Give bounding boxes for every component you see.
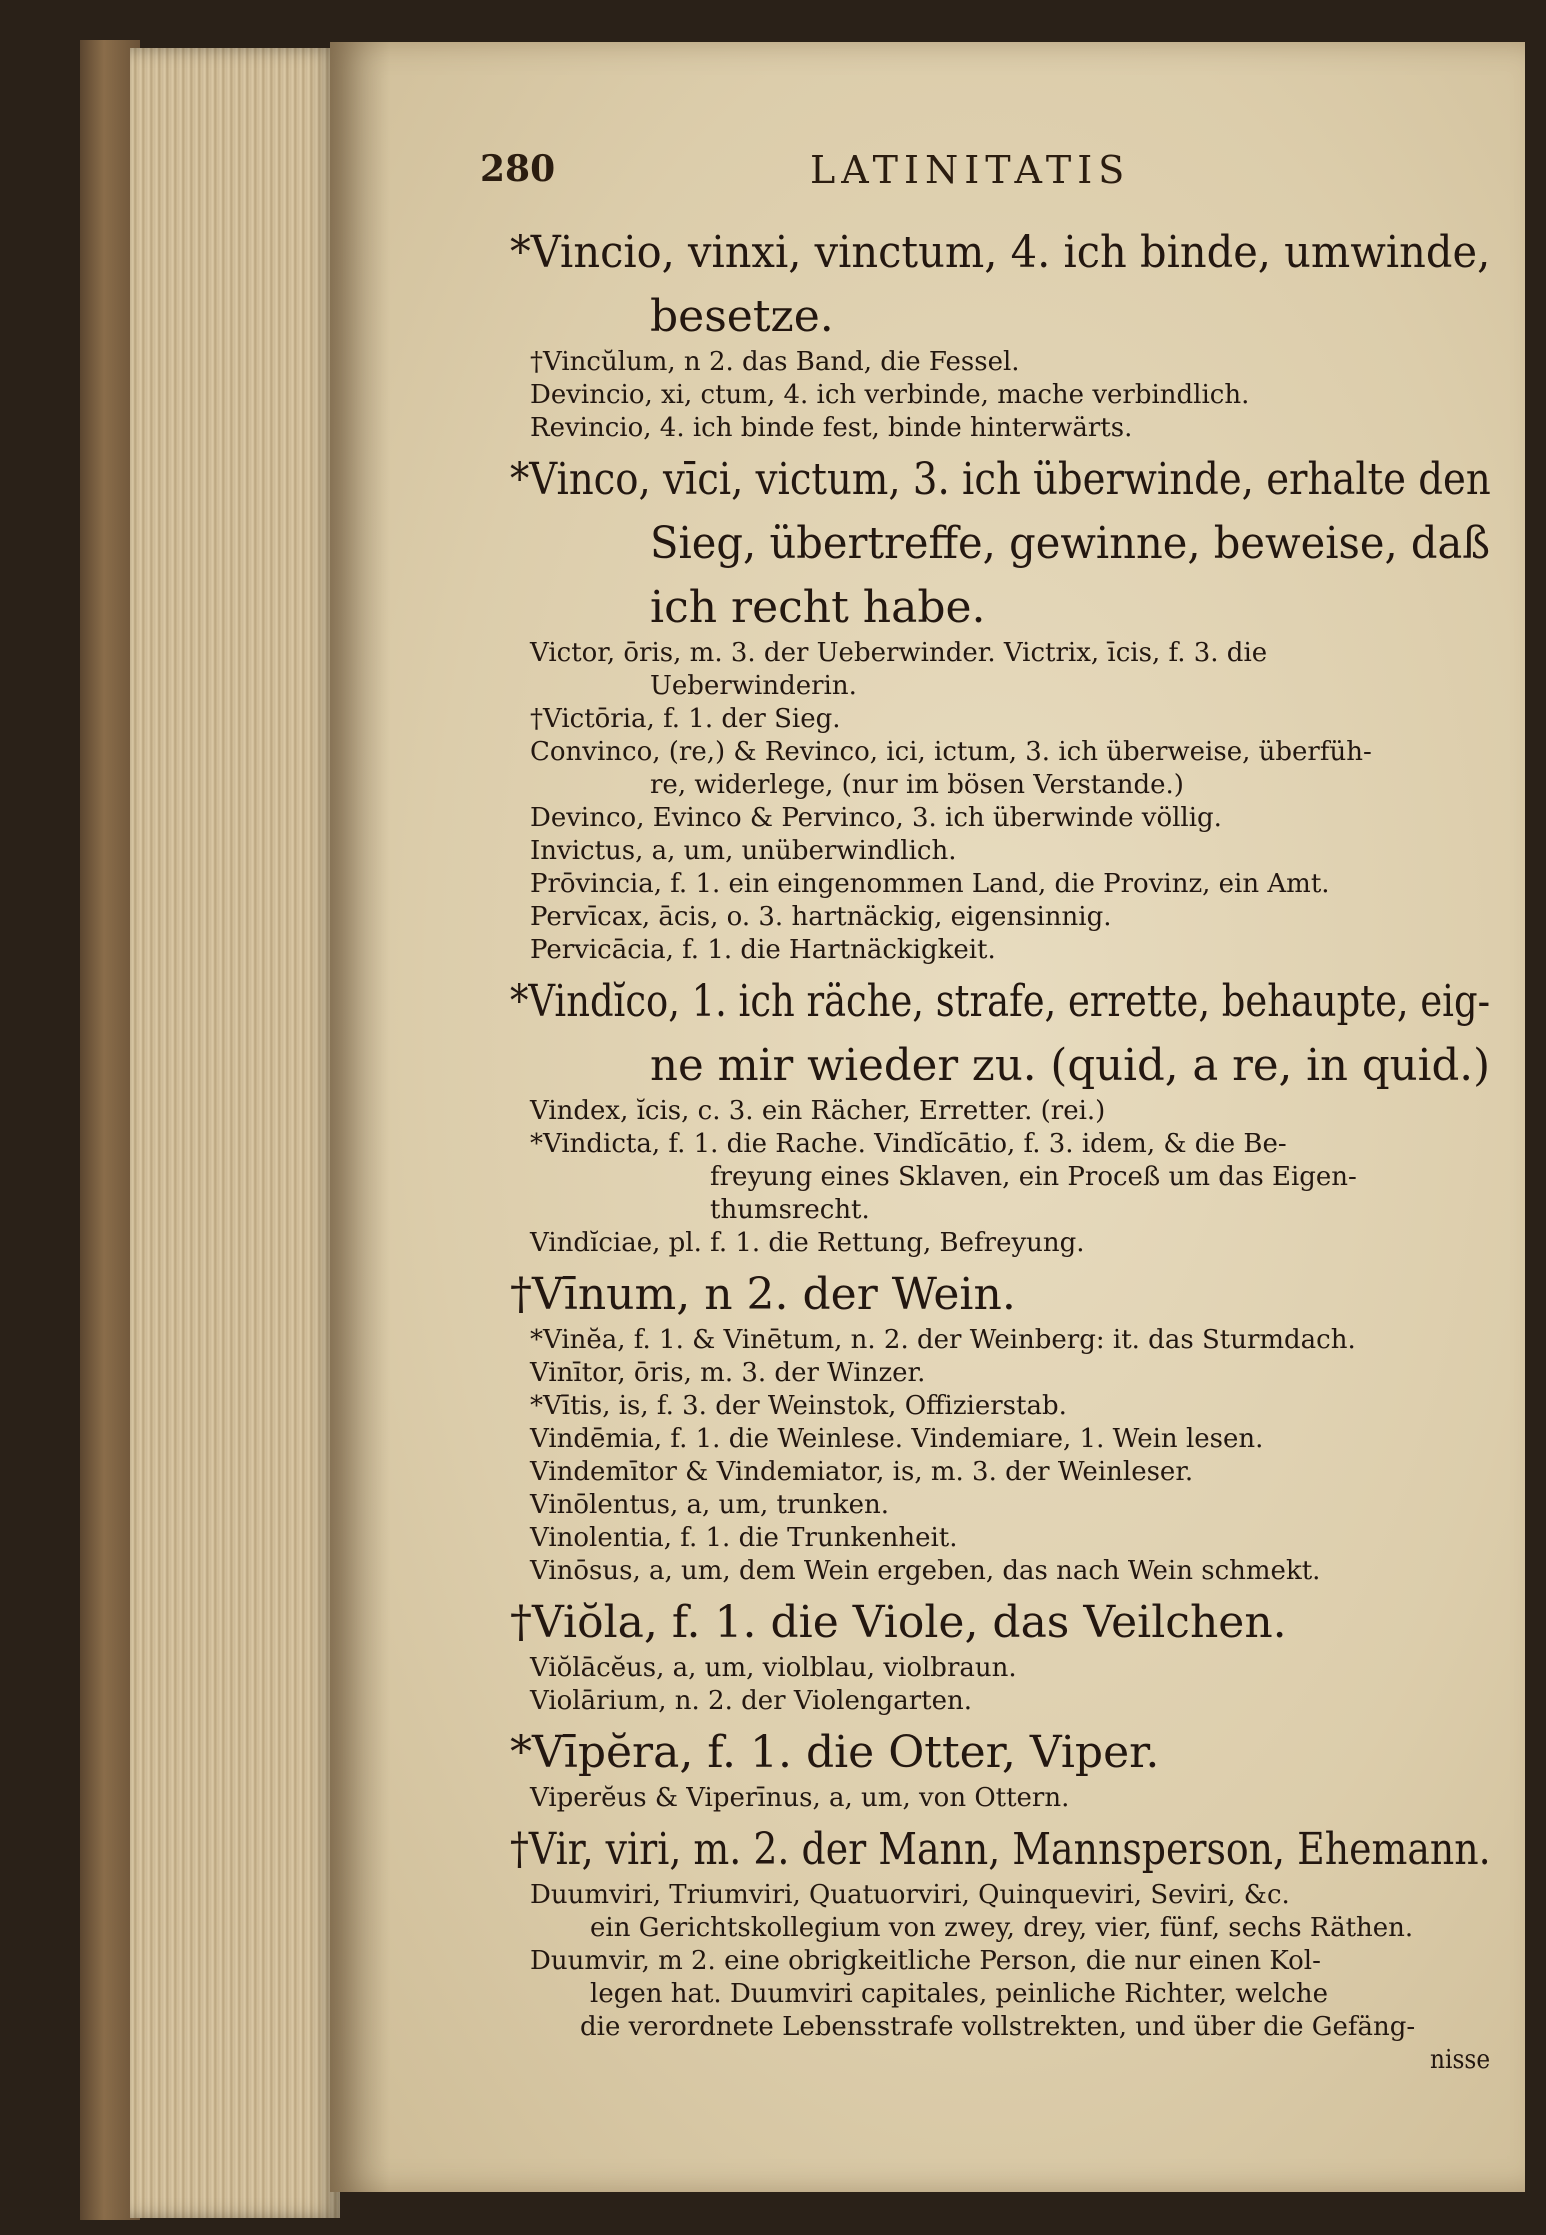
- headword-line: *Vindĭco, 1. ich räche, strafe, errette, behaupte, eig-: [510, 976, 1491, 1027]
- entry-line: thumsrecht.: [710, 1195, 870, 1225]
- entry-line: Vindĭciae, pl. f. 1. die Rettung, Befreyung.: [530, 1228, 1085, 1258]
- entry-line: Revincio, 4. ich binde fest, binde hinterwärts.: [530, 413, 1133, 443]
- entry-line: Devincio, xi, ctum, 4. ich verbinde, mache verbindlich.: [530, 380, 1250, 410]
- entry-line: Violārium, n. 2. der Violengarten.: [530, 1686, 972, 1716]
- page-edges: [130, 48, 340, 2218]
- headword-line: ne mir wieder zu. (quid, a re, in quid.): [650, 1040, 1491, 1091]
- entry-line: Vinītor, ōris, m. 3. der Winzer.: [530, 1358, 926, 1388]
- entry-line: *Vindicta, f. 1. die Rache. Vindĭcātio, f. 3. idem, & die Be-: [530, 1129, 1287, 1159]
- entry-line: Vindēmia, f. 1. die Weinlese. Vindemiare, 1. Wein lesen.: [530, 1424, 1264, 1454]
- entry-line: ein Gerichtskollegium von zwey, drey, vier, fünf, sechs Räthen.: [590, 1913, 1414, 1943]
- page-number: 280: [480, 148, 556, 190]
- entry-line: Viperĕus & Viperīnus, a, um, von Ottern.: [530, 1783, 1070, 1813]
- entry-line: legen hat. Duumviri capitales, peinliche Richter, welche: [590, 1979, 1328, 2009]
- entry-line: Pervīcax, ācis, o. 3. hartnäckig, eigensinnig.: [530, 902, 1112, 932]
- headword-line: *Vīpĕra, f. 1. die Otter, Viper.: [510, 1727, 1160, 1778]
- entry-line: freyung eines Sklaven, ein Proceß um das Eigen-: [710, 1162, 1357, 1192]
- headword-line: besetze.: [650, 291, 834, 342]
- entry-line: *Vītis, is, f. 3. der Weinstok, Offizierstab.: [530, 1391, 1067, 1421]
- headword-line: Sieg, übertreffe, gewinne, beweise, daß: [650, 518, 1491, 569]
- entry-line: Ueberwinderin.: [650, 671, 857, 701]
- running-title: LATINITATIS: [810, 148, 1131, 192]
- headword-line: ich recht habe.: [650, 582, 986, 633]
- entry-line: Pervicācia, f. 1. die Hartnäckigkeit.: [530, 935, 996, 965]
- entry-line: Devinco, Evinco & Pervinco, 3. ich überwinde völlig.: [530, 803, 1222, 833]
- headword-line: †Vir, viri, m. 2. der Mann, Mannsperson, Ehemann.: [510, 1824, 1491, 1875]
- entry-line: Prōvincia, f. 1. ein eingenommen Land, die Provinz, ein Amt.: [530, 869, 1330, 899]
- entry-line: Victor, ōris, m. 3. der Ueberwinder. Victrix, īcis, f. 3. die: [530, 638, 1268, 668]
- headword-line: †Viŏla, f. 1. die Viole, das Veilchen.: [510, 1597, 1287, 1648]
- entry-line: Vinōsus, a, um, dem Wein ergeben, das nach Wein schmekt.: [530, 1556, 1321, 1586]
- entry-line: Vindex, ĭcis, c. 3. ein Rächer, Erretter. (rei.): [530, 1096, 1106, 1126]
- entry-line: Duumvir, m 2. eine obrigkeitliche Person, die nur einen Kol-: [530, 1946, 1321, 1976]
- entry-line: Vindemītor & Vindemiator, is, m. 3. der Weinleser.: [530, 1457, 1194, 1487]
- entry-line: Viŏlācĕus, a, um, violblau, violbraun.: [530, 1653, 1017, 1683]
- entry-line: †Vincŭlum, n 2. das Band, die Fessel.: [530, 347, 1020, 377]
- entry-line: nisse: [1430, 2045, 1491, 2075]
- entry-line: †Victōria, f. 1. der Sieg.: [530, 704, 841, 734]
- headword-line: *Vinco, vīci, victum, 3. ich überwinde, erhalte den: [510, 454, 1491, 505]
- entry-line: die verordnete Lebensstrafe vollstrekten, und über die Gefäng-: [580, 2012, 1416, 2042]
- entry-line: *Vinĕa, f. 1. & Vinētum, n. 2. der Weinberg: it. das Sturmdach.: [530, 1325, 1356, 1355]
- headword-line: †Vīnum, n 2. der Wein.: [510, 1269, 1016, 1320]
- entry-line: Invictus, a, um, unüberwindlich.: [530, 836, 957, 866]
- headword-line: *Vincio, vinxi, vinctum, 4. ich binde, umwinde,: [510, 227, 1491, 278]
- entry-line: re, widerlege, (nur im bösen Verstande.): [650, 770, 1184, 800]
- entry-line: Convinco, (re,) & Revinco, ici, ictum, 3. ich überweise, überfüh-: [530, 737, 1372, 767]
- entry-line: Vinōlentus, a, um, trunken.: [530, 1490, 890, 1520]
- spine-shadow: [330, 42, 390, 2192]
- entry-line: Duumviri, Triumviri, Quatuorviri, Quinqueviri, Seviri, &c.: [530, 1880, 1290, 1910]
- page-header: [480, 148, 1480, 198]
- entry-line: Vinolentia, f. 1. die Trunkenheit.: [530, 1523, 958, 1553]
